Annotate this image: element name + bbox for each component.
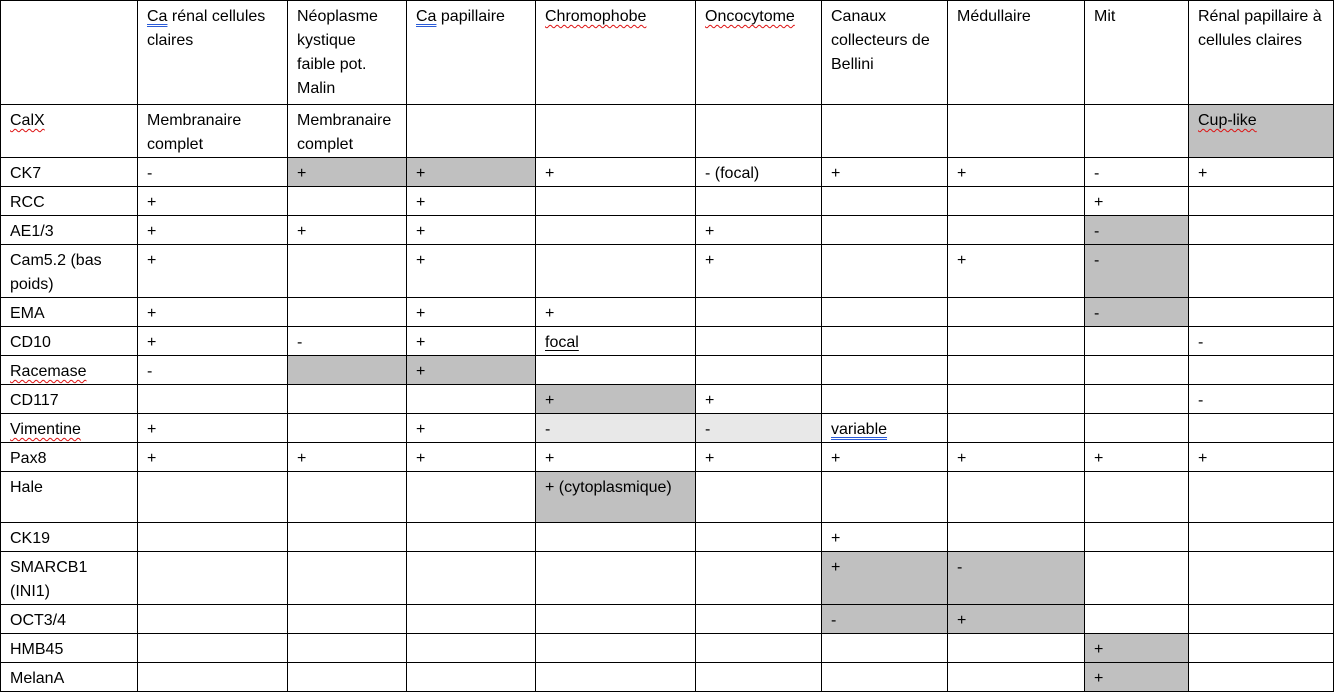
cell-text: Cup-like <box>1198 112 1257 129</box>
header-cell: Néoplasme kystique faible pot. Malin <box>288 1 407 105</box>
table-cell <box>288 385 407 414</box>
table-cell <box>407 663 536 692</box>
table-cell <box>822 634 948 663</box>
table-cell: + <box>1085 443 1189 472</box>
table-cell: + <box>696 443 822 472</box>
marker-text: Vimentine <box>10 421 81 438</box>
table-cell <box>822 216 948 245</box>
table-cell <box>536 245 696 298</box>
table-cell <box>948 385 1085 414</box>
header-text: Chromophobe <box>545 8 647 25</box>
table-cell <box>948 472 1085 523</box>
table-cell <box>138 385 288 414</box>
header-text: Oncocytome <box>705 8 795 25</box>
table-cell: + <box>288 443 407 472</box>
table-cell <box>1189 552 1334 605</box>
table-cell <box>948 663 1085 692</box>
table-cell <box>536 187 696 216</box>
table-cell <box>288 187 407 216</box>
table-row <box>1 245 1334 298</box>
table-cell <box>1085 605 1189 634</box>
marker-cell <box>1 356 138 385</box>
table-cell <box>407 552 536 605</box>
table-row <box>1 187 1334 216</box>
table-cell: + <box>948 158 1085 187</box>
table-cell <box>288 298 407 327</box>
header-cell <box>138 1 288 105</box>
header-cell <box>536 1 696 105</box>
table-cell: Membranaire complet <box>288 105 407 158</box>
table-cell <box>696 634 822 663</box>
table-cell <box>822 105 948 158</box>
table-row <box>1 158 1334 187</box>
table-cell: + <box>948 245 1085 298</box>
header-cell: Rénal papillaire à cellules claires <box>1189 1 1334 105</box>
table-cell <box>288 356 407 385</box>
cell-text: focal <box>545 334 579 351</box>
table-cell: + <box>1189 443 1334 472</box>
table-cell <box>536 356 696 385</box>
table-row <box>1 472 1334 523</box>
table-cell <box>696 187 822 216</box>
table-cell <box>696 663 822 692</box>
table-row <box>1 634 1334 663</box>
table-cell: + <box>138 443 288 472</box>
table-cell <box>138 523 288 552</box>
table-cell: + <box>822 158 948 187</box>
marker-text: Racemase <box>10 363 87 380</box>
table-cell: + <box>407 216 536 245</box>
table-cell <box>1189 605 1334 634</box>
table-cell <box>1085 385 1189 414</box>
table-cell: - <box>948 552 1085 605</box>
table-cell <box>822 187 948 216</box>
marker-text: CalX <box>10 112 45 129</box>
table-cell: + <box>407 443 536 472</box>
table-cell <box>138 634 288 663</box>
marker-cell: MelanA <box>1 663 138 692</box>
marker-cell: HMB45 <box>1 634 138 663</box>
marker-cell: EMA <box>1 298 138 327</box>
table-cell <box>1189 187 1334 216</box>
header-cell: Canaux collecteurs de Bellini <box>822 1 948 105</box>
header-cell: Mit <box>1085 1 1189 105</box>
marker-cell: CK19 <box>1 523 138 552</box>
table-cell <box>948 187 1085 216</box>
marker-cell: SMARCB1 (INI1) <box>1 552 138 605</box>
table-cell <box>696 105 822 158</box>
header-text: rénal cellules claires <box>147 8 266 49</box>
table-cell <box>407 605 536 634</box>
table-cell <box>407 523 536 552</box>
table-cell <box>288 663 407 692</box>
table-cell <box>138 605 288 634</box>
table-cell: + <box>138 327 288 356</box>
table-cell <box>948 298 1085 327</box>
table-cell <box>822 472 948 523</box>
marker-cell: OCT3/4 <box>1 605 138 634</box>
table-cell <box>407 472 536 523</box>
table-cell <box>822 327 948 356</box>
table-row <box>1 414 1334 443</box>
table-cell <box>288 552 407 605</box>
table-cell: - <box>1085 298 1189 327</box>
table-cell: Membranaire complet <box>138 105 288 158</box>
table-cell <box>822 414 948 443</box>
table-cell: - <box>822 605 948 634</box>
table-cell: + <box>822 552 948 605</box>
table-cell: + <box>1085 187 1189 216</box>
marker-cell: Hale <box>1 472 138 523</box>
table-cell: + <box>696 245 822 298</box>
table-cell <box>138 472 288 523</box>
table-cell: + <box>696 216 822 245</box>
table-cell <box>536 216 696 245</box>
table-cell <box>1189 245 1334 298</box>
table-cell <box>1085 472 1189 523</box>
header-text: Ca <box>147 8 168 25</box>
table-cell <box>696 523 822 552</box>
table-cell: + <box>407 327 536 356</box>
header-corner <box>1 1 138 105</box>
marker-cell: RCC <box>1 187 138 216</box>
table-cell: + (cytoplasmique) <box>536 472 696 523</box>
table-cell <box>407 385 536 414</box>
table-cell <box>1189 356 1334 385</box>
table-cell <box>696 605 822 634</box>
header-cell: Médullaire <box>948 1 1085 105</box>
table-cell <box>948 634 1085 663</box>
table-row <box>1 552 1334 605</box>
table-row <box>1 385 1334 414</box>
table-cell <box>1189 216 1334 245</box>
table-cell: - <box>1085 216 1189 245</box>
marker-cell: Pax8 <box>1 443 138 472</box>
table-cell <box>948 356 1085 385</box>
table-cell <box>536 663 696 692</box>
table-cell <box>407 105 536 158</box>
table-row <box>1 105 1334 158</box>
table-cell <box>1189 298 1334 327</box>
table-cell <box>948 414 1085 443</box>
table-cell: + <box>138 216 288 245</box>
table-cell <box>1189 472 1334 523</box>
table-cell <box>696 552 822 605</box>
table-cell <box>288 245 407 298</box>
table-cell: - <box>1189 327 1334 356</box>
table-row <box>1 216 1334 245</box>
table-cell <box>1189 523 1334 552</box>
table-cell <box>138 663 288 692</box>
marker-cell: CD117 <box>1 385 138 414</box>
table-row <box>1 523 1334 552</box>
table-cell <box>536 105 696 158</box>
table-cell: - <box>536 414 696 443</box>
table-row <box>1 605 1334 634</box>
table-cell: - <box>1085 158 1189 187</box>
table-cell: + <box>138 298 288 327</box>
table-cell <box>288 472 407 523</box>
table-cell: + <box>138 414 288 443</box>
marker-cell <box>1 414 138 443</box>
table-cell <box>138 552 288 605</box>
table-cell: + <box>822 523 948 552</box>
table-cell: + <box>138 187 288 216</box>
table-cell <box>1085 552 1189 605</box>
table-cell: - <box>288 327 407 356</box>
table-cell: - <box>138 356 288 385</box>
table-cell <box>407 634 536 663</box>
header-cell <box>407 1 536 105</box>
header-text: papillaire <box>436 8 505 25</box>
table-cell: + <box>138 245 288 298</box>
table-cell <box>536 523 696 552</box>
table-cell <box>1085 356 1189 385</box>
table-cell: + <box>407 298 536 327</box>
table-cell <box>948 216 1085 245</box>
table-cell: + <box>407 158 536 187</box>
table-row <box>1 298 1334 327</box>
table-cell: + <box>536 443 696 472</box>
table-cell <box>288 605 407 634</box>
table-cell: + <box>288 216 407 245</box>
table-cell <box>948 327 1085 356</box>
table-row <box>1 327 1334 356</box>
table-cell <box>1085 523 1189 552</box>
table-cell <box>948 105 1085 158</box>
table-cell <box>822 663 948 692</box>
table-cell <box>822 245 948 298</box>
table-cell <box>822 385 948 414</box>
table-cell: - <box>1189 385 1334 414</box>
table-cell: + <box>407 356 536 385</box>
table-cell <box>696 327 822 356</box>
table-cell <box>1189 414 1334 443</box>
table-cell: - <box>138 158 288 187</box>
table-cell: + <box>536 298 696 327</box>
header-row <box>1 1 1334 105</box>
table-cell: + <box>948 605 1085 634</box>
table-cell: + <box>407 245 536 298</box>
table-cell: + <box>696 385 822 414</box>
table-cell: + <box>1085 634 1189 663</box>
table-cell: + <box>1189 158 1334 187</box>
cell-text: variable <box>831 421 888 438</box>
marker-cell: CD10 <box>1 327 138 356</box>
table-cell: - (focal) <box>696 158 822 187</box>
table-cell: + <box>407 187 536 216</box>
marker-cell <box>1 105 138 158</box>
marker-cell: Cam5.2 (bas poids) <box>1 245 138 298</box>
table-cell: + <box>536 385 696 414</box>
marker-cell: CK7 <box>1 158 138 187</box>
table-cell <box>696 356 822 385</box>
table-cell <box>288 634 407 663</box>
table-row <box>1 443 1334 472</box>
table-cell <box>536 327 696 356</box>
table-cell: + <box>822 443 948 472</box>
table-cell <box>536 552 696 605</box>
table-row <box>1 663 1334 692</box>
table-cell <box>822 356 948 385</box>
table-cell: + <box>536 158 696 187</box>
table-cell <box>822 298 948 327</box>
table-cell <box>536 634 696 663</box>
table-cell <box>1189 634 1334 663</box>
table-cell <box>696 472 822 523</box>
table-cell <box>288 414 407 443</box>
table-cell <box>1189 105 1334 158</box>
table-cell: - <box>696 414 822 443</box>
table-cell <box>696 298 822 327</box>
table-cell: - <box>1085 245 1189 298</box>
table-cell: + <box>407 414 536 443</box>
table-cell <box>1085 105 1189 158</box>
table-cell: + <box>288 158 407 187</box>
table-cell <box>1085 327 1189 356</box>
table-cell <box>536 605 696 634</box>
header-cell <box>696 1 822 105</box>
marker-cell: AE1/3 <box>1 216 138 245</box>
table-row <box>1 356 1334 385</box>
table-cell <box>1085 414 1189 443</box>
table-cell <box>288 523 407 552</box>
table-cell: + <box>948 443 1085 472</box>
table-cell <box>948 523 1085 552</box>
table-cell <box>1189 663 1334 692</box>
table-cell: + <box>1085 663 1189 692</box>
header-text: Ca <box>416 8 437 25</box>
